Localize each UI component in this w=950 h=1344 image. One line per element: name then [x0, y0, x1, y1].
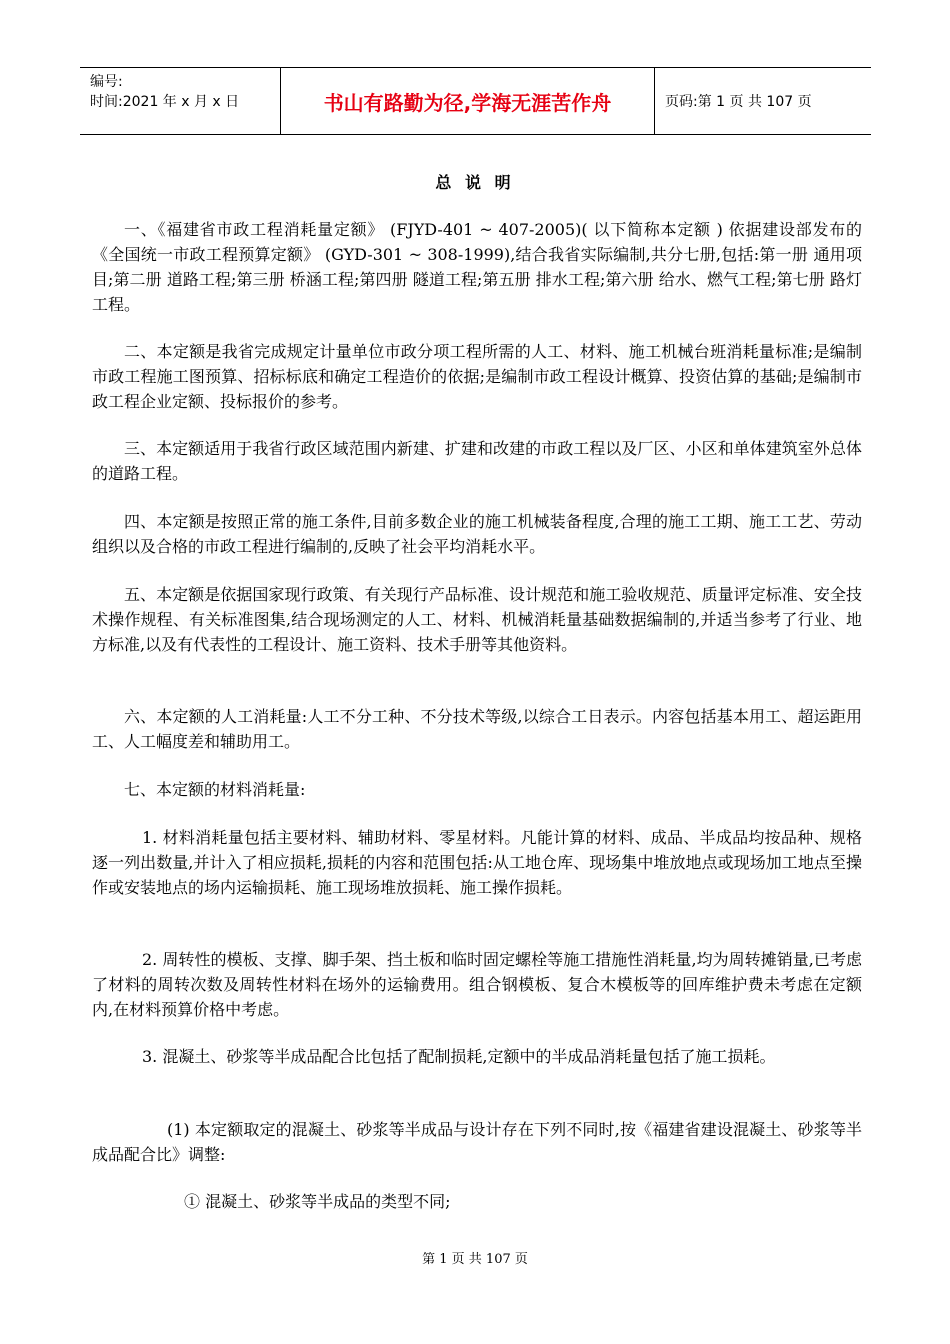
page-header — [80, 67, 871, 135]
paragraph-7-3-1-a: ① 混凝土、砂浆等半成品的类型不同; — [184, 1192, 451, 1211]
paragraph-7-2: 2. 周转性的模板、支撑、脚手架、挡土板和临时固定螺栓等施工措施性消耗量,均为周转摊销量,已考虑了材料的周转次数及周转性材料在场外的运输费用。组合钢模板、复合木模板等的回库维护费未考虑在定额内,在材料预算价格中考虑。 — [92, 950, 862, 1019]
number-label: 编号: — [90, 74, 123, 90]
paragraph-5: 五、本定额是依据国家现行政策、有关现行产品标准、设计规范和施工验收规范、质量评定标准、安全技术操作规程、有关标准图集,结合现场测定的人工、材料、机械消耗量基础数据编制的,并适当参考了行业、地方标准,以及有代表性的工程设计、施工资料、技术手册等其他资料。 — [92, 585, 862, 654]
paragraph-3: 三、本定额适用于我省行政区域范围内新建、扩建和改建的市政工程以及厂区、小区和单体建筑室外总体的道路工程。 — [92, 439, 862, 483]
paragraph-7-3: 3. 混凝土、砂浆等半成品配合比包括了配制损耗,定额中的半成品消耗量包括了施工损耗。 — [142, 1047, 776, 1066]
date-label: 时间:2021 年 x 月 x 日 — [90, 94, 240, 110]
document-title: 总 说 明 — [435, 173, 515, 192]
paragraph-6: 六、本定额的人工消耗量:人工不分工种、不分技术等级,以综合工日表示。内容包括基本用工、超运距用工、人工幅度差和辅助用工。 — [92, 707, 862, 751]
paragraph-1: 一、《福建省市政工程消耗量定额》 (FJYD-401 ~ 407-2005)( 以下简称本定额 ) 依据建设部发布的《全国统一市政工程预算定额》 (GYD-301 ~ 308-1999),结合我省实际编制,共分七册,包括:第一册 通用项目;第二册 道路工程;第三册 桥涵工程;第四册 隧道工程;第五册 排水工程;第六册 给水、燃气工程;第七册 路灯工程。 — [92, 220, 862, 314]
header-motto: 书山有路勤为径,学海无涯苦作舟 — [281, 68, 655, 134]
paragraph-7: 七、本定额的材料消耗量: — [124, 780, 306, 799]
header-meta — [80, 68, 281, 134]
page-footer: 第 1 页 共 107 页 — [422, 1252, 528, 1267]
paragraph-7-3-1: (1) 本定额取定的混凝土、砂浆等半成品与设计存在下列不同时,按《福建省建设混凝土、砂浆等半成品配合比》调整: — [92, 1120, 862, 1164]
paragraph-7-1: 1. 材料消耗量包括主要材料、辅助材料、零星材料。凡能计算的材料、成品、半成品均按品种、规格逐一列出数量,并计入了相应损耗,损耗的内容和范围包括:从工地仓库、现场集中堆放地点或现场加工地点至操作或安装地点的场内运输损耗、施工现场堆放损耗、施工操作损耗。 — [92, 828, 862, 897]
paragraph-2: 二、本定额是我省完成规定计量单位市政分项工程所需的人工、材料、施工机械台班消耗量标准;是编制市政工程施工图预算、招标标底和确定工程造价的依据;是编制市政工程设计概算、投资估算的基础;是编制市政工程企业定额、投标报价的参考。 — [92, 342, 862, 411]
paragraph-4: 四、本定额是按照正常的施工条件,目前多数企业的施工机械装备程度,合理的施工工期、施工工艺、劳动组织以及合格的市政工程进行编制的,反映了社会平均消耗水平。 — [92, 512, 862, 556]
header-page-info: 页码:第 1 页 共 107 页 — [665, 94, 812, 110]
